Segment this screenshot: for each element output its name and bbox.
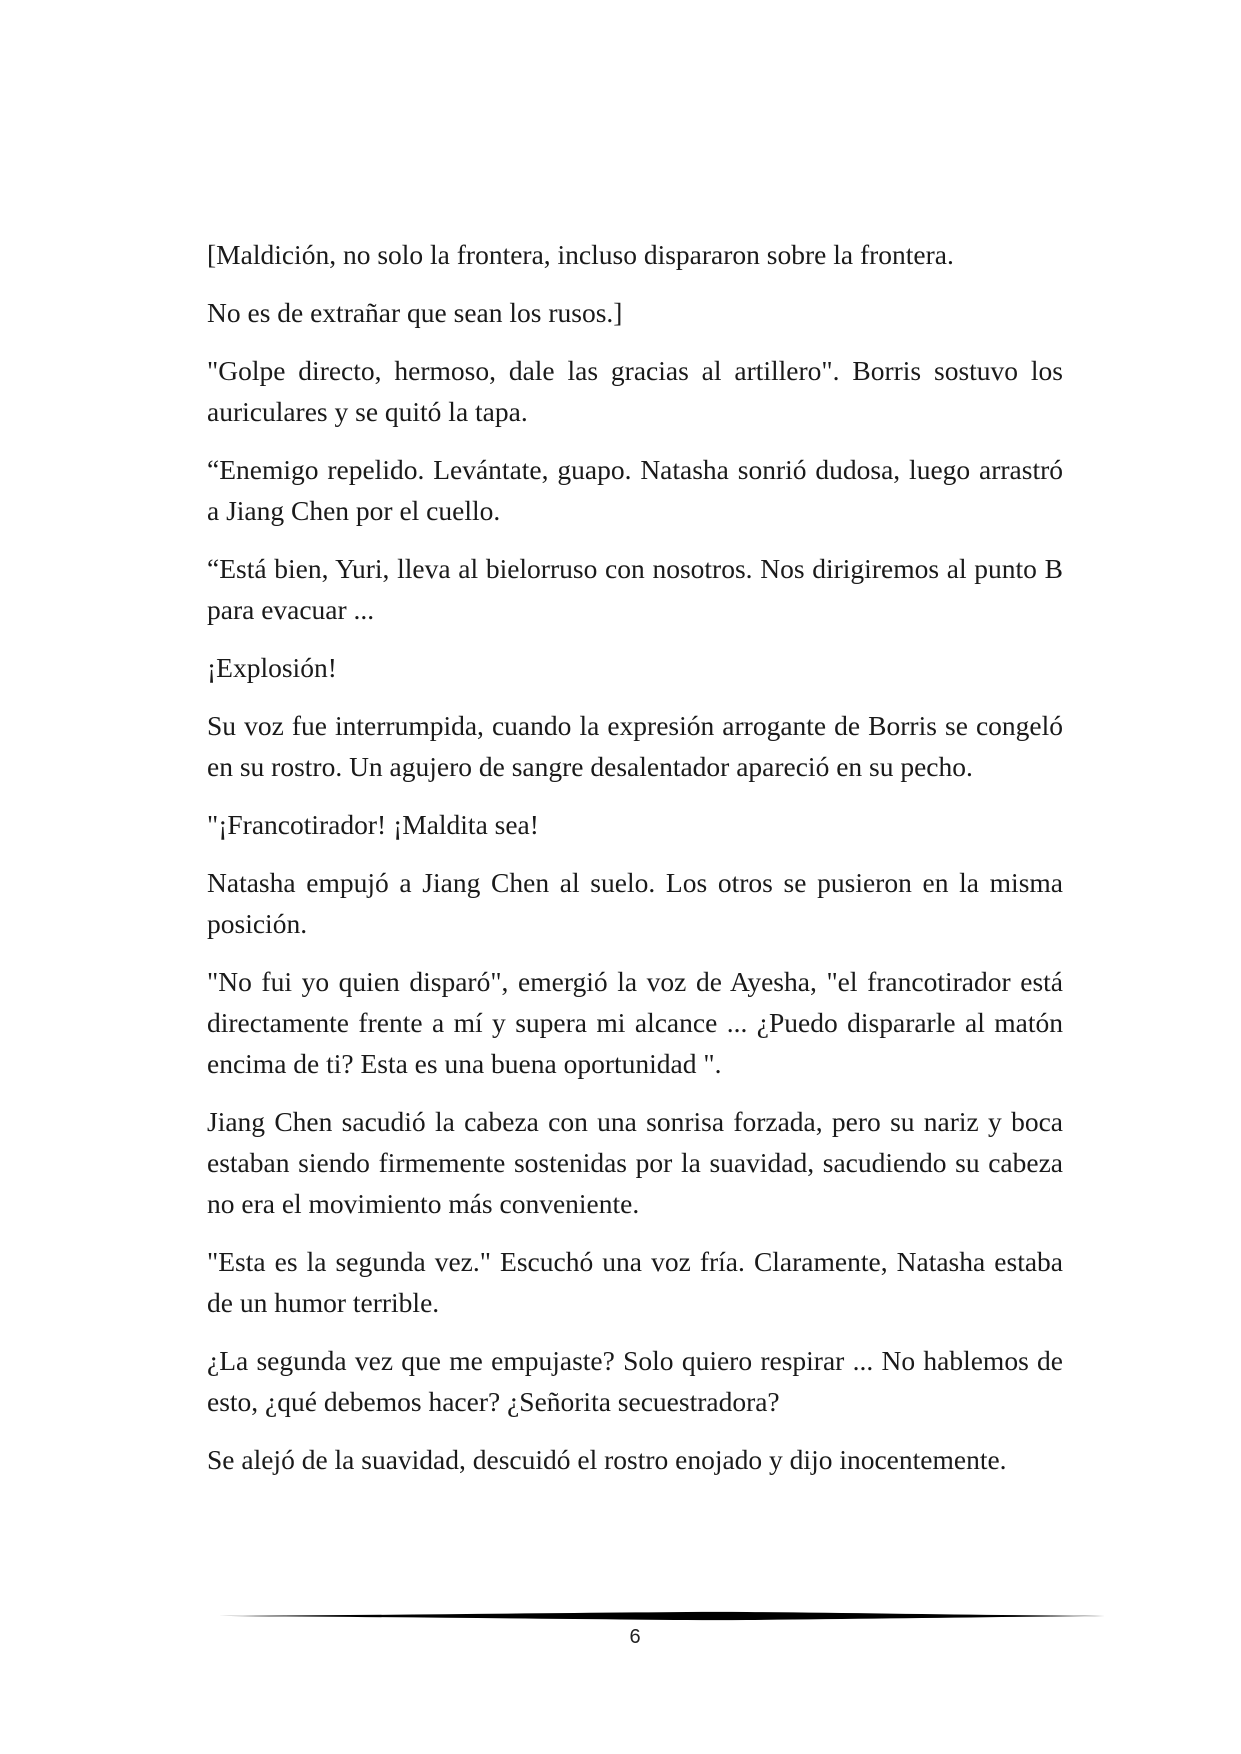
paragraph: Natasha empujó a Jiang Chen al suelo. Los otros se pusieron en la misma posición.: [207, 867, 1063, 939]
paragraph: ¡Explosión!: [207, 652, 337, 683]
paragraph: "Esta es la segunda vez." Escuchó una voz fría. Claramente, Natasha estaba de un humor terrible.: [207, 1246, 1063, 1318]
paragraph: Jiang Chen sacudió la cabeza con una sonrisa forzada, pero su nariz y boca estaban siendo firmemente sostenidas por la suavidad, sacudiendo su cabeza no era el movimiento más conveniente.: [207, 1106, 1063, 1219]
page-number: 6: [629, 1626, 641, 1648]
paragraph: Se alejó de la suavidad, descuidó el rostro enojado y dijo inocentemente.: [207, 1444, 1007, 1475]
paragraph: “Está bien, Yuri, lleva al bielorruso con nosotros. Nos dirigiremos al punto B para evacuar ...: [207, 553, 1063, 625]
paragraph: No es de extrañar que sean los rusos.]: [207, 297, 623, 328]
paragraph: ¿La segunda vez que me empujaste? Solo quiero respirar ... No hablemos de esto, ¿qué debemos hacer? ¿Señorita secuestradora?: [207, 1345, 1063, 1417]
paragraph: [Maldición, no solo la frontera, incluso dispararon sobre la frontera.: [207, 239, 954, 270]
paragraph: "¡Francotirador! ¡Maldita sea!: [207, 809, 539, 840]
body-text: [207, 234, 1063, 1497]
paragraph: Su voz fue interrumpida, cuando la expresión arrogante de Borris se congeló en su rostro. Un agujero de sangre desalentador apareció en su pecho.: [207, 710, 1063, 782]
paragraph: “Enemigo repelido. Levántate, guapo. Natasha sonrió dudosa, luego arrastró a Jiang Chen por el cuello.: [207, 454, 1063, 526]
paragraph: "No fui yo quien disparó", emergió la voz de Ayesha, "el francotirador está directamente frente a mí y supera mi alcance ... ¿Puedo dispararle al matón encima de ti? Esta es una buena oportunidad ".: [207, 966, 1063, 1079]
footer-divider: [207, 1611, 1105, 1621]
paragraph: "Golpe directo, hermoso, dale las gracias al artillero". Borris sostuvo los auriculares y se quitó la tapa.: [207, 355, 1063, 427]
